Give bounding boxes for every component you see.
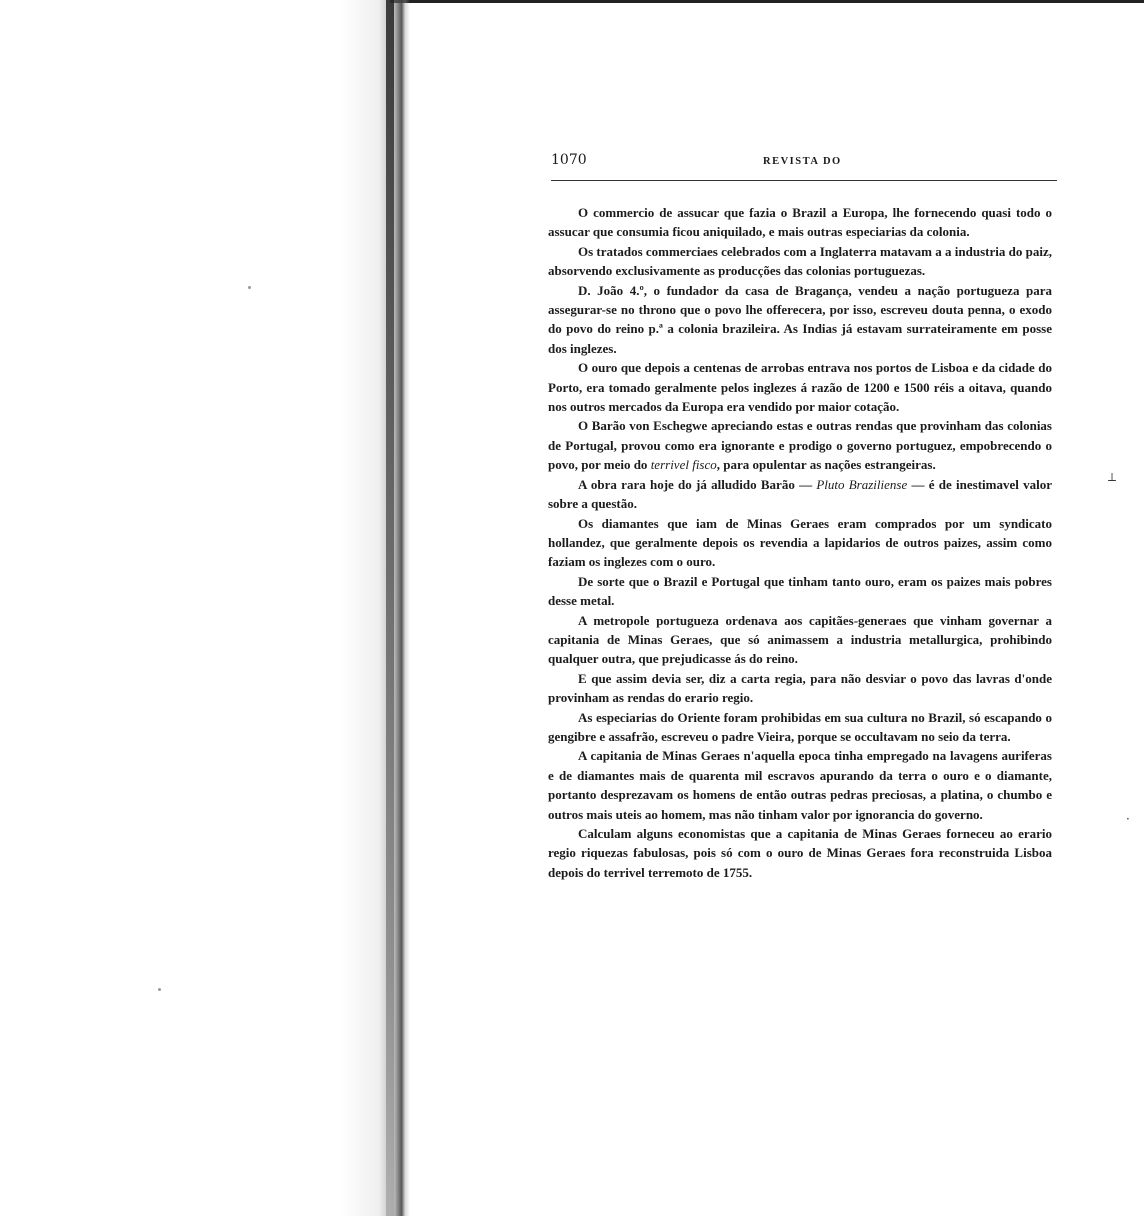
paragraph: Os tratados commerciaes celebrados com a Inglaterra matavam a a industria do paiz, absorvendo exclusivamente as producções das colonias portuguezas. — [548, 243, 1052, 279]
margin-mark: ⟂ — [1108, 470, 1117, 484]
book-title: Pluto Braziliense — [816, 476, 908, 492]
paragraph — [548, 416, 1052, 474]
page-number: 1070 — [551, 152, 587, 168]
paragraph: A metropole portugueza ordenava aos capitães-generaes que vinham governar a capitania de Minas Geraes, que só animassem a industria metallurgica, prohibindo qualquer outra, que prejudicasse ás do reino. — [548, 612, 1052, 667]
body-text — [548, 203, 1052, 882]
italic-phrase: terrivel fisco — [650, 457, 717, 473]
paragraph: A capitania de Minas Geraes n'aquella epoca tinha empregado na lavagens auriferas e de diamantes mais de quarenta mil escravos apurando da terra o ouro e o diamante, portanto desprezavam os homens de então outras pedras preciosas, a platina, o chumbo e outros mais uteis ao homem, mas não tinham valor por ignorancia do governo. — [548, 748, 1052, 822]
book-gutter-shadow — [340, 0, 410, 1216]
paragraph — [548, 475, 1052, 514]
paper-speck — [158, 988, 161, 991]
page-top-edge — [390, 0, 1144, 3]
margin-mark: · — [1126, 812, 1130, 826]
paragraph: Os diamantes que iam de Minas Geraes eram comprados por um syndicato hollandez, que geralmente depois os revendia a lapidarios de outros paizes, assim como faziam os inglezes com o ouro. — [548, 515, 1052, 570]
page-header — [551, 150, 1057, 181]
paragraph-text: A obra rara hoje do já alludido Barão — — [578, 476, 817, 492]
paragraph: De sorte que o Brazil e Portugal que tinham tanto ouro, eram os paizes mais pobres desse metal. — [548, 573, 1052, 609]
paragraph: E que assim devia ser, diz a carta regia, para não desviar o povo das lavras d'onde provinham as rendas do erario regio. — [548, 670, 1052, 706]
book-spine-edge — [386, 0, 394, 1216]
paragraph-text: O Barão von Eschegwe apreciando estas e outras rendas que provinham das colonias de Portugal, provou como era ignorante e prodigo o governo portuguez, empobrecendo o povo, por meio do — [548, 418, 1052, 473]
running-head: REVISTA DO — [763, 156, 842, 167]
paragraph: D. João 4.º, o fundador da casa de Bragança, vendeu a nação portugueza para assegurar-se no throno que o povo lhe offerecera, por isso, escreveu douta penna, o exodo do povo do reino p.ª a colonia brazileira. As Indias já estavam surrateiramente em posse dos inglezes. — [548, 282, 1052, 356]
paragraph: O ouro que depois a centenas de arrobas entrava nos portos de Lisboa e da cidade do Porto, era tomado geralmente pelos inglezes á razão de 1200 e 1500 réis a oitava, quando nos outros mercados da Europa era vendido por maior cotação. — [548, 360, 1052, 415]
paragraph: As especiarias do Oriente foram prohibidas em sua cultura no Brazil, só escapando o gengibre e assafrão, escreveu o padre Vieira, porque se occultavam no seio da terra. — [548, 709, 1052, 744]
paragraph: O commercio de assucar que fazia o Brazil a Europa, lhe fornecendo quasi todo o assucar que consumia ficou aniquilado, e mais outras especiarias da colonia. — [548, 205, 1052, 240]
paragraph-text: , para opulentar as nações estrangeiras. — [716, 457, 936, 473]
paragraph: Calculam alguns economistas que a capitania de Minas Geraes forneceu ao erario regio riquezas fabulosas, pois só com o ouro de Minas Geraes fora reconstruida Lisboa depois do terrivel terremoto de 1755. — [548, 826, 1052, 880]
paper-speck — [248, 286, 251, 289]
paragraph-text: — é de inestimavel valor sobre a questão. — [548, 476, 1052, 512]
